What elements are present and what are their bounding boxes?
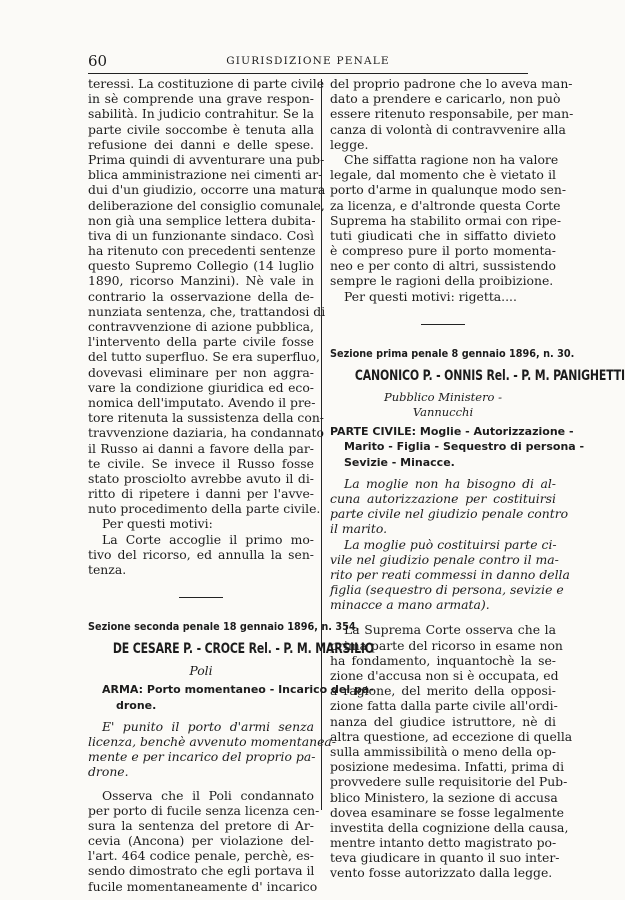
- right-decision: Per questi motivi: rigetta....: [344, 288, 517, 304]
- parties-heading: DE CESARE P. - CROCE Rel. - P. M. MARSILIO: [112, 641, 374, 658]
- maxim-line: cuna autorizzazione per costituirsi: [330, 490, 556, 506]
- text-line: per porto di fucile senza licenza cen-: [88, 802, 320, 818]
- text-line: l'intervento della parte civile fosse: [88, 334, 314, 350]
- text-line: deliberazione del consiglio comunale,: [88, 197, 325, 213]
- maxim-line: vile nel giudizio penale contro il ma-: [330, 551, 559, 567]
- text-line: parte civile soccombe è tenuta alla: [88, 121, 314, 137]
- public-ministry: [330, 390, 556, 420]
- text-line: provvedere sulle requisitorie del Pub-: [330, 774, 568, 790]
- text-line: dui d'un giudizio, occorre una matura: [88, 182, 326, 198]
- text-line: è compreso pure il porto momenta-: [330, 243, 556, 259]
- text-line: vare la condizione giuridica ed eco-: [88, 379, 314, 395]
- text-line: blica amministrazione nei cimenti ar-: [88, 167, 323, 183]
- text-line: altra questione, ad eccezione di quella: [330, 728, 573, 744]
- text-line: zione d'accusa non si è occupata, ed: [330, 668, 559, 683]
- text-line: l'art. 464 codice penale, perchè, es-: [88, 848, 314, 864]
- text-line: cevia (Ancona) per violazione del-: [88, 833, 314, 849]
- text-line: La Corte accoglie il primo mo-: [102, 531, 314, 547]
- page-header: [88, 52, 528, 70]
- maxim-line: rito per reati commessi in danno della: [330, 566, 570, 582]
- right-column: [330, 76, 625, 881]
- right-paragraph-2: [330, 151, 567, 289]
- text-line: 1890, ricorso Manzini). Nè vale in: [88, 273, 314, 289]
- defendant-name: Poli: [189, 663, 213, 679]
- text-line: dato a prendere e caricarlo, non può: [330, 91, 561, 107]
- text-line: sendo dimostrato che egli portava il: [88, 863, 315, 879]
- left-paragraph-2: [88, 787, 320, 894]
- text-line: zione fatta dalla parte civile all'ordi-: [330, 698, 558, 714]
- running-title: GIURISDIZIONE PENALE: [226, 55, 390, 67]
- maxim-line: figlia (sequestro di persona, sevizie e: [330, 582, 564, 598]
- maxim-line: minacce a mano armata).: [330, 597, 490, 613]
- text-line: sempre le ragioni della proibizione.: [330, 273, 554, 289]
- text-line: Osserva che il Poli condannato: [102, 787, 314, 803]
- text-line: del tutto superfluo. Se era superfluo,: [88, 349, 320, 365]
- text-line: investita della cognizione della causa,: [330, 819, 569, 835]
- text-line: tore ritenuta la sussistenza della con-: [88, 410, 324, 426]
- text-line: nuto procedimento della parte civile.: [88, 501, 321, 517]
- text-line: tiva di un funzionante sindaco. Così: [88, 227, 314, 243]
- page-number: 60: [88, 52, 108, 70]
- text-line: sura la sentenza del pretore di Ar-: [88, 817, 314, 833]
- case-summary: [330, 424, 585, 470]
- text-line: tuti giudicati che in siffatto divieto: [330, 227, 556, 243]
- text-line: legale, dal momento che è vietato il: [330, 167, 556, 183]
- maxim-line: il marito.: [330, 521, 388, 537]
- pm-line: Pubblico Ministero -: [383, 389, 503, 404]
- left-paragraph-1: [88, 76, 326, 517]
- text-line: non già una semplice lettera dubita-: [88, 212, 316, 228]
- right-paragraph-3: [330, 622, 573, 881]
- text-line: in sè comprende una grave respon-: [88, 91, 314, 107]
- summary-line: ARMA: Porto momentaneo - Incarico del pa-: [102, 683, 374, 697]
- text-line: travvenzione daziaria, ha condannato: [88, 425, 324, 441]
- text-line: blico Ministero, la sezione di accusa: [330, 789, 558, 805]
- text-line: dovevasi eliminare per non aggra-: [88, 364, 314, 380]
- text-line: sabilità. In judicio contrahitur. Se la: [88, 106, 314, 122]
- summary-line: drone.: [116, 698, 157, 712]
- text-line: a ragione, del merito della opposi-: [330, 683, 556, 699]
- text-line: Che siffatta ragione non ha valore: [344, 151, 559, 167]
- maxim-line: drone.: [88, 764, 129, 780]
- text-line: za licenza, e d'altronde questa Corte: [330, 197, 561, 213]
- parties-heading: CANONICO P. - ONNIS Rel. - P. M. PANIGHETTI: [354, 367, 625, 384]
- text-line: tenza.: [88, 562, 127, 577]
- legal-maxim-1: [330, 475, 569, 537]
- text-line: prima parte del ricorso in esame non: [330, 637, 563, 653]
- text-line: ha fondamento, inquantochè la se-: [330, 652, 556, 668]
- right-paragraph-1: [330, 76, 574, 152]
- text-line: fucile momentaneamente d' incarico: [88, 878, 318, 894]
- text-line: La Suprema Corte osserva che la: [344, 622, 556, 638]
- motivi-intro: Per questi motivi:: [102, 516, 213, 532]
- text-line: sulla ammissibilità o meno della op-: [330, 743, 556, 759]
- text-line: neo e per conto di altri, sussistendo: [330, 258, 556, 274]
- text-line: ritto di ripetere i danni per l'avve-: [88, 486, 314, 502]
- text-line: del proprio padrone che lo aveva man-: [330, 76, 573, 91]
- text-line: teva giudicare in quanto il suo inter-: [330, 850, 560, 866]
- text-line: nunziata sentenza, che, trattandosi di: [88, 303, 326, 319]
- case-summary: [88, 682, 374, 712]
- maxim-line: E' punito il porto d'armi senza: [102, 718, 314, 734]
- summary-line: Sevizie - Minacce.: [344, 455, 455, 469]
- maxim-line: licenza, benchè avvenuto momentanea-: [88, 733, 336, 749]
- text-line: stato prosciolto avrebbe avuto il di-: [88, 470, 314, 486]
- text-line: posizione medesima. Infatti, prima di: [330, 759, 565, 775]
- text-line: ha ritenuto con precedenti sentenze: [88, 243, 316, 259]
- maxim-line: La moglie non ha bisogno di al-: [344, 475, 556, 491]
- session-heading: Sezione seconda penale 18 gennaio 1896, n. 354.: [88, 620, 360, 634]
- maxim-line: La moglie può costituirsi parte ci-: [344, 536, 557, 552]
- text-line: Suprema ha stabilito ormai con ripe-: [330, 212, 562, 228]
- legal-maxim-2: [330, 536, 570, 613]
- summary-line: PARTE CIVILE: Moglie - Autorizzazione -: [330, 425, 574, 439]
- text-line: porto d'arme in qualunque modo sen-: [330, 182, 567, 198]
- pm-line: Vannucchi: [412, 405, 474, 419]
- text-line: refusione dei danni e delle spese.: [88, 136, 314, 152]
- text-line: nanza del giudice istruttore, nè di: [330, 713, 556, 729]
- text-line: tivo del ricorso, ed annulla la sen-: [88, 546, 314, 562]
- text-line: canza di volontà di contravvenire alla: [330, 121, 566, 137]
- text-line: contrario la osservazione della de-: [88, 288, 314, 304]
- summary-line: Marito - Figlia - Sequestro di persona -: [344, 440, 585, 454]
- text-line: contravvenzione di azione pubblica,: [88, 319, 314, 334]
- text-line: teressi. La costituzione di parte civile: [88, 76, 325, 91]
- text-line: te civile. Se invece il Russo fosse: [88, 455, 314, 471]
- left-decision: [88, 532, 314, 578]
- text-line: nomica dell'imputato. Avendo il pre-: [88, 394, 316, 410]
- text-line: legge.: [330, 136, 369, 152]
- text-line: mentre intanto detto magistrato po-: [330, 835, 557, 851]
- text-line: dovea esaminare se fosse legalmente: [330, 804, 565, 820]
- session-heading: Sezione prima penale 8 gennaio 1896, n. 30.: [330, 346, 575, 360]
- legal-maxim: [88, 718, 336, 780]
- text-line: vento fosse autorizzato dalla legge.: [330, 865, 553, 881]
- text-line: Prima quindi di avventurare una pub-: [88, 151, 325, 167]
- text-line: essere ritenuto responsabile, per man-: [330, 106, 574, 122]
- maxim-line: mente e per incarico del proprio pa-: [88, 749, 316, 765]
- header-rule: [88, 73, 528, 74]
- text-line: il Russo ai danni a favore della par-: [88, 440, 314, 456]
- maxim-line: parte civile nel giudizio penale contro: [330, 506, 569, 522]
- text-line: questo Supremo Collegio (14 luglio: [88, 258, 314, 274]
